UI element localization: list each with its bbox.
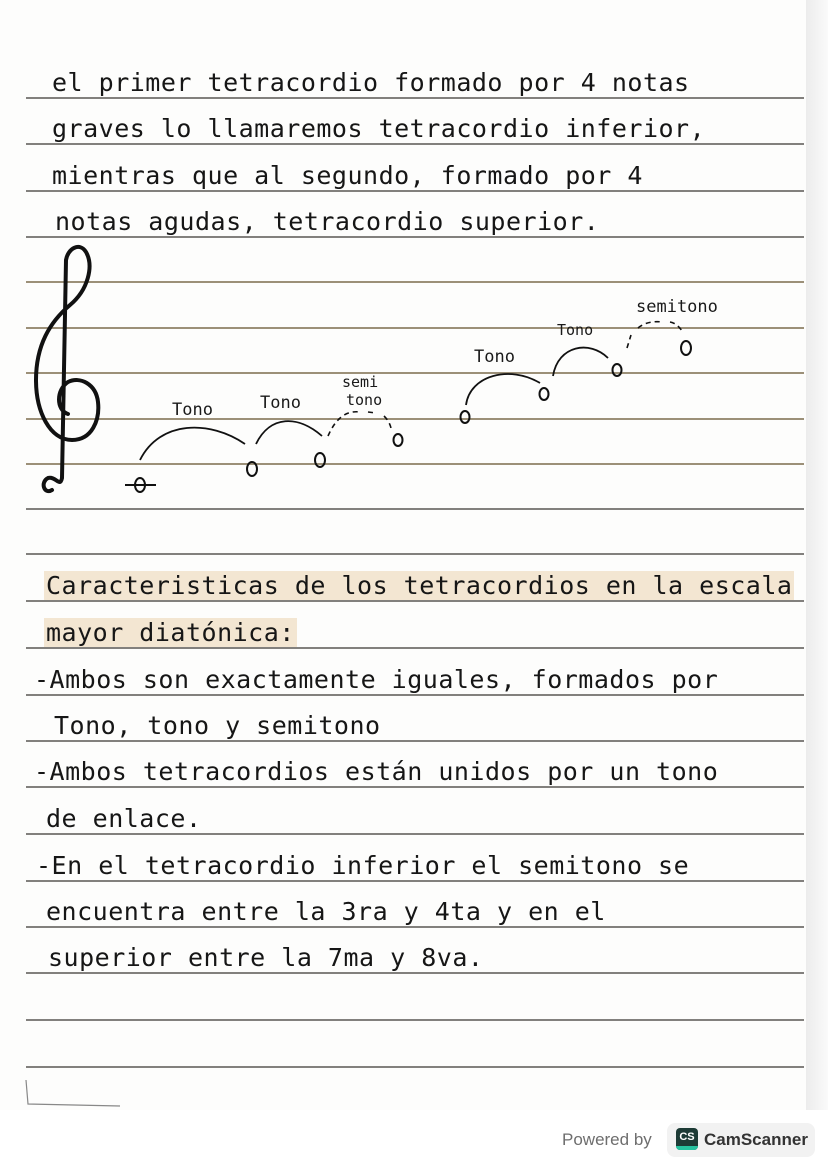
camscanner-brand: CamScanner xyxy=(704,1130,808,1149)
bullet-line: Tono, tono y semitono xyxy=(54,711,381,740)
interval-label: Tono xyxy=(474,347,515,367)
bullet-line: -En el tetracordio inferior el semitono se xyxy=(36,851,690,880)
interval-label: Tono xyxy=(260,393,301,413)
bullet-line: de enlace. xyxy=(46,804,202,833)
section-heading-line xyxy=(44,571,794,600)
interval-label: tono xyxy=(346,391,383,409)
bullet-line: -Ambos tetracordios están unidos por un tono xyxy=(34,757,719,786)
bullet-line: -Ambos son exactamente iguales, formados por xyxy=(34,665,719,694)
powered-by-text: Powered by xyxy=(562,1130,652,1149)
interval-label: Tono xyxy=(557,321,594,339)
camscanner-logo-icon: CS xyxy=(676,1128,698,1150)
paragraph-line: notas agudas, tetracordio superior. xyxy=(55,207,600,236)
bullet-line: encuentra entre la 3ra y 4ta y en el xyxy=(46,897,606,926)
treble-clef-icon xyxy=(36,247,98,491)
interval-label: semi xyxy=(342,373,379,391)
highlighted-heading: Caracteristicas de los tetracordios en la escala xyxy=(46,571,793,600)
interval-label: semitono xyxy=(636,297,718,317)
paragraph-line: mientras que al segundo, formado por 4 xyxy=(52,161,643,190)
section-heading-line xyxy=(44,618,297,647)
interval-label: Tono xyxy=(172,400,213,420)
bullet-line: superior entre la 7ma y 8va. xyxy=(48,943,484,972)
highlighted-heading: mayor diatónica: xyxy=(46,618,295,647)
paragraph-line: el primer tetracordio formado por 4 notas xyxy=(52,68,690,97)
paragraph-line: graves lo llamaremos tetracordio inferior, xyxy=(52,114,706,143)
